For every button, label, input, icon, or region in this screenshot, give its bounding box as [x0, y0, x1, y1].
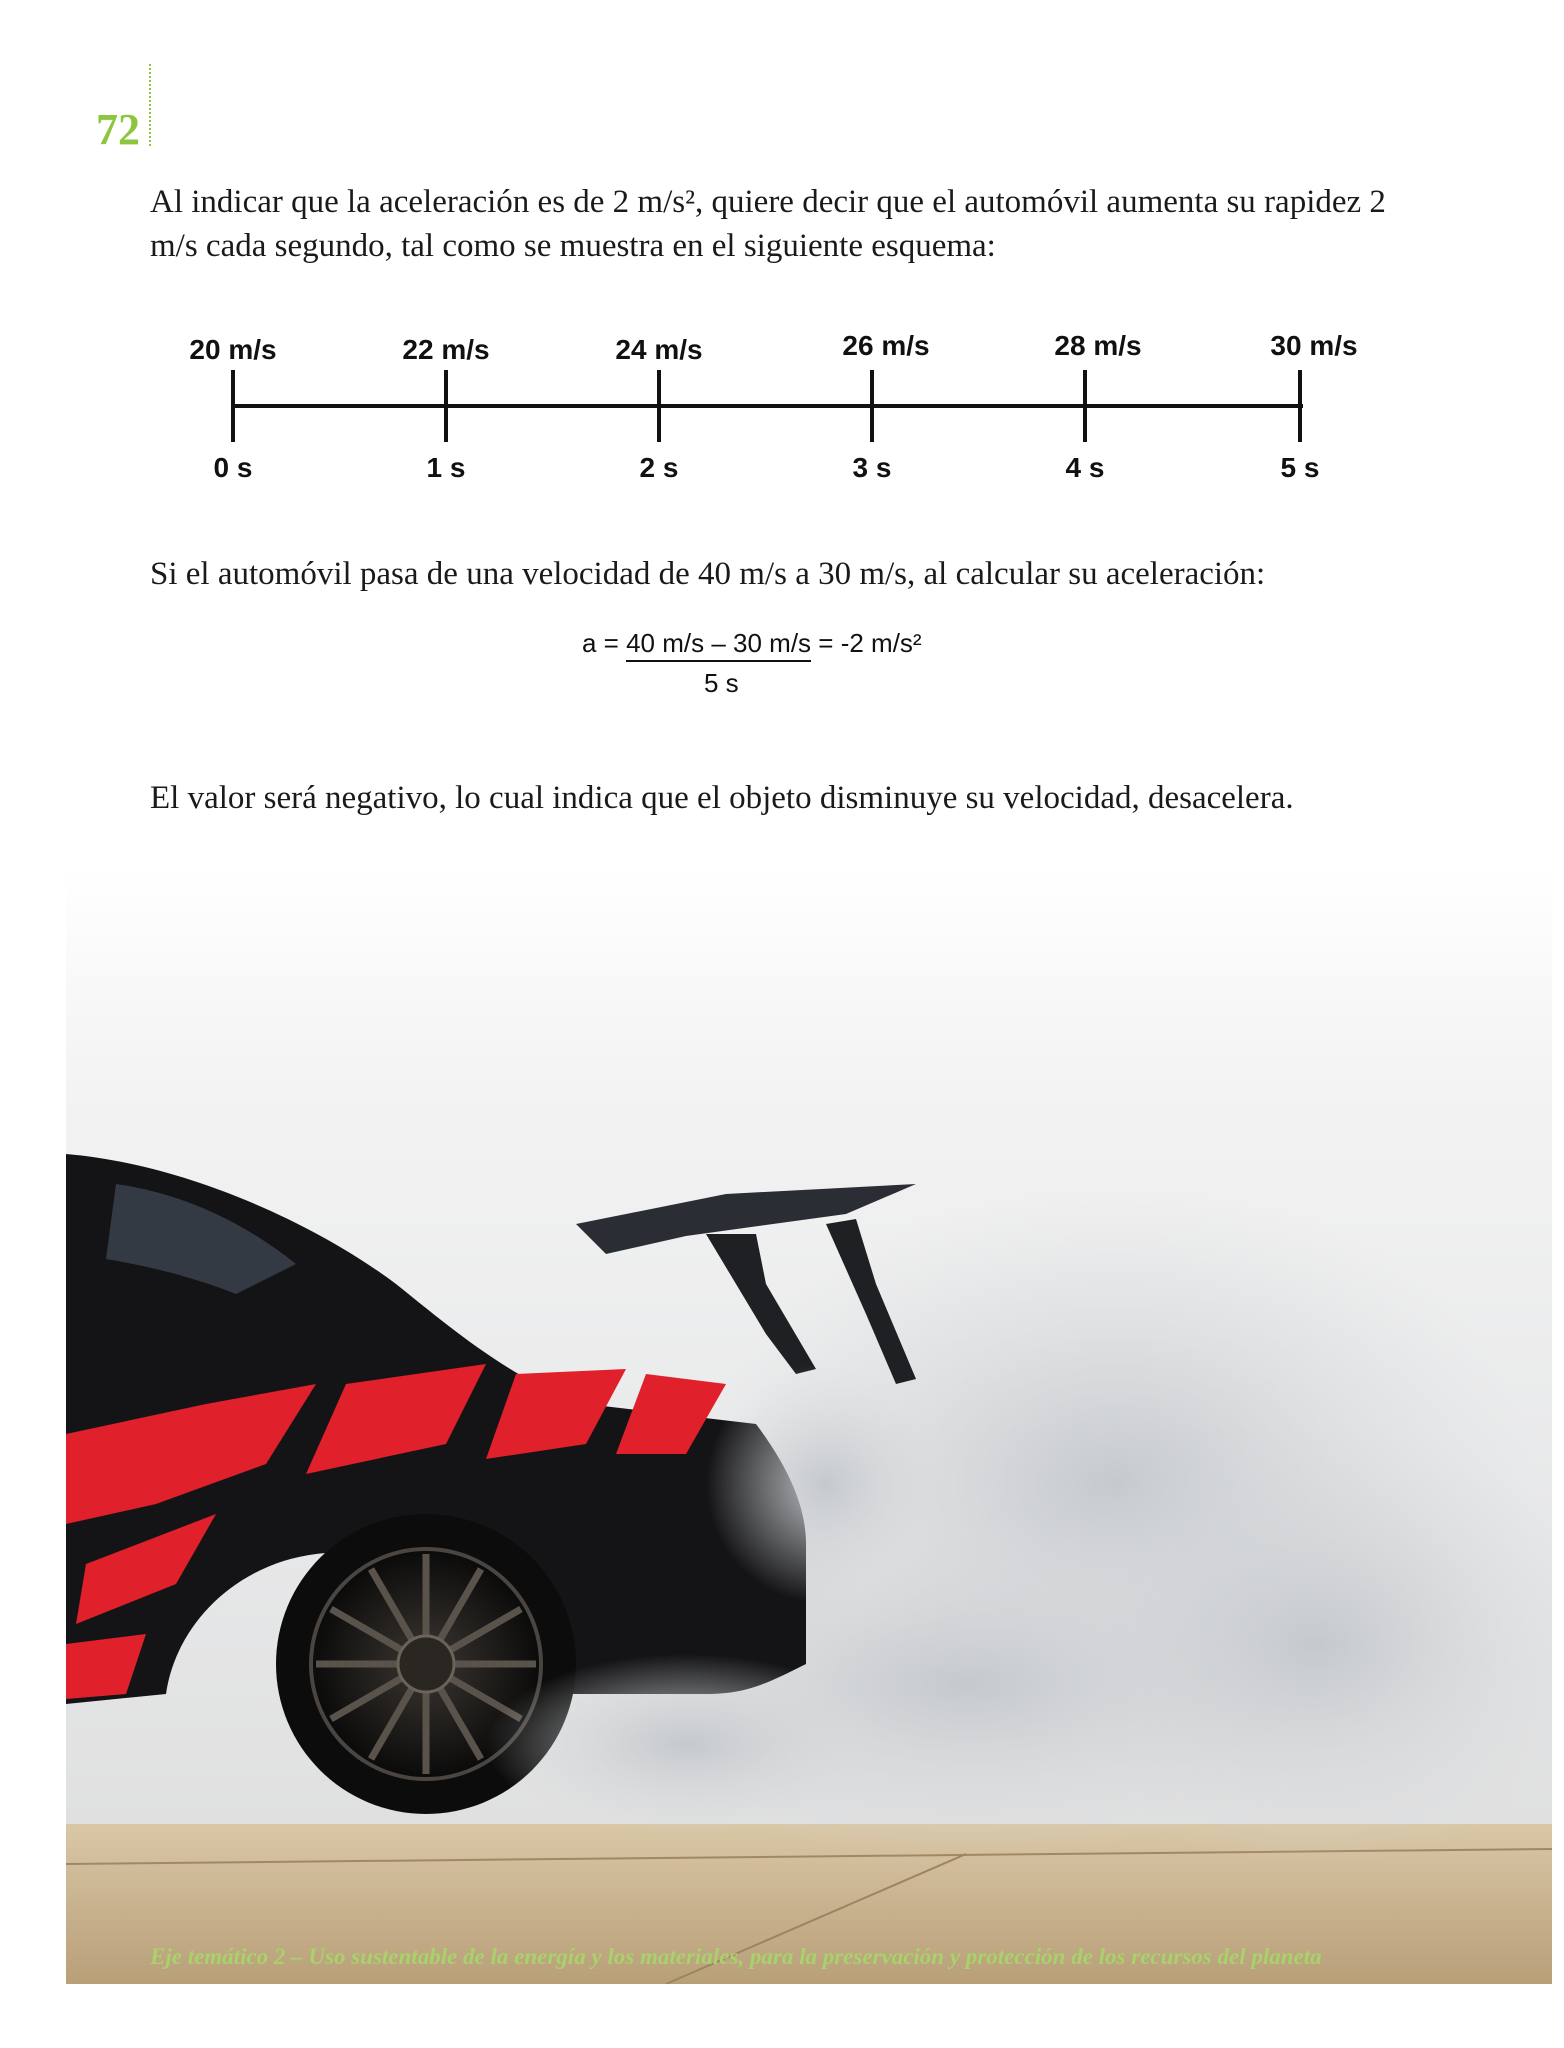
page-number: 72 [96, 105, 140, 154]
smoke-cloud [486, 1654, 886, 1834]
formula-lhs: a = [582, 628, 627, 658]
velocity-timeline [0, 320, 1564, 500]
time-label: 2 s [639, 452, 679, 483]
timeline-tick [657, 370, 661, 442]
time-label: 4 s [1065, 452, 1105, 483]
speed-label: 26 m/s [842, 330, 930, 361]
timeline-tick [870, 370, 874, 442]
speed-label: 28 m/s [1054, 330, 1142, 361]
footer-axis-title: Eje temático 2 – Uso sustentable de la energía y los materiales, para la preservación y protección de los recursos del planeta [150, 1944, 1322, 1969]
timeline-tick [231, 370, 235, 442]
car-illustration [66, 864, 1552, 1984]
conclusion-paragraph: El valor será negativo, lo cual indica que el objeto disminuye su velocidad, desacelera. [150, 780, 1294, 816]
example-paragraph: Si el automóvil pasa de una velocidad de 40 m/s a 30 m/s, al calcular su aceleración: [150, 556, 1266, 592]
time-label: 0 s [213, 452, 253, 483]
timeline-tick [1298, 370, 1302, 442]
timeline-tick [444, 370, 448, 442]
formula-denominator: 5 s [704, 668, 739, 698]
speed-label: 30 m/s [1270, 330, 1358, 361]
timeline-tick [1083, 370, 1087, 442]
page-number-rule [149, 64, 151, 146]
acceleration-formula [582, 626, 922, 698]
time-label: 5 s [1280, 452, 1320, 483]
smoke-cloud [706, 1364, 946, 1604]
rim-hub [398, 1636, 454, 1692]
time-label: 1 s [426, 452, 466, 483]
formula-result: = -2 m/s² [811, 628, 922, 658]
speed-label: 24 m/s [615, 334, 703, 365]
formula-numerator: 40 m/s – 30 m/s [626, 626, 811, 662]
time-label: 3 s [852, 452, 892, 483]
car-smoke-photo [66, 864, 1552, 1984]
intro-paragraph: Al indicar que la aceleración es de 2 m/s², quiere decir que el automóvil aumenta su rapidez 2 m/s cada segundo, tal como se muestra en el siguiente esquema: [150, 184, 1386, 264]
timeline-axis [231, 404, 1303, 408]
speed-label: 22 m/s [402, 334, 490, 365]
speed-label: 20 m/s [189, 334, 277, 365]
